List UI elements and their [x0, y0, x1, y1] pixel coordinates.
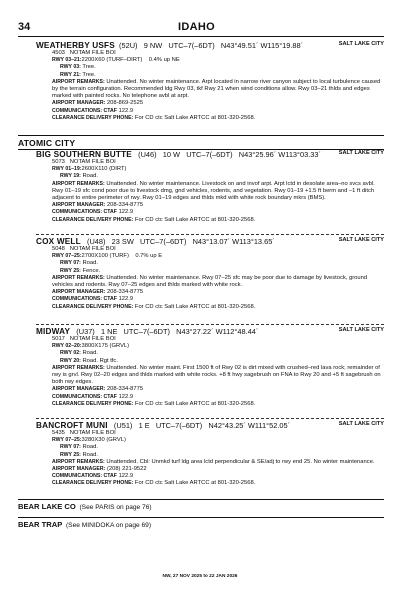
airport-name: MIDWAY: [36, 327, 71, 336]
communications-line: [36, 473, 384, 480]
runway-end-label: RWY 20:: [60, 357, 81, 364]
city-heading: ATOMIC CITY: [18, 138, 76, 148]
remarks-label: AIRPORT REMARKS:: [52, 78, 105, 85]
entry-divider: [36, 234, 384, 235]
ctaf-frequency: 122.9: [118, 209, 134, 216]
clearance-text: For CD ctc Salt Lake ARTCC at 801-320-2568.: [134, 400, 256, 407]
airport-coordinates: N43°27.22´ W112°48.44´: [176, 327, 259, 336]
entry-title: [36, 237, 384, 246]
runway-end-line: [36, 358, 384, 365]
runway-end-line: [36, 260, 384, 267]
runway-dims: 2200X60 (TURF–DIRT): [81, 57, 143, 64]
section-rule: [18, 517, 384, 518]
airport-utc: UTC–7(–6DT): [168, 41, 215, 50]
runway-end-label: RWY 25:: [60, 267, 81, 274]
runway-end-obstacle: Road. Rgt tfc.: [82, 357, 118, 364]
runway-end-obstacle: Road.: [82, 350, 98, 357]
runway-end-obstacle: Road.: [82, 444, 98, 451]
manager-line: [36, 386, 384, 393]
runway-end-line: [36, 452, 384, 459]
runway-end-label: RWY 07:: [60, 444, 81, 451]
airport-distance: 10 W: [162, 150, 181, 159]
clearance-label: CLEARANCE DELIVERY PHONE:: [52, 114, 134, 121]
airport-entry-cox-well: [36, 237, 384, 311]
notam-file: NOTAM FILE BOI: [69, 159, 116, 165]
sectional-chart: SALT LAKE CITY: [338, 41, 384, 47]
elevation: 5048: [52, 246, 65, 252]
airport-remarks: [36, 365, 384, 387]
remarks-text: Unattended. No winter maintenance. Livestock on and invof arpt. Arpt lctd in desolate area–no svcs avbl. Rwy 01–19 sfc cond poor due to livestock dmg, gnd vehicles, rodents, and vegetation. Rwy 01–19 +1.5 ft berm and –1 ft ditch adjacent to entire perimeter of rwy. Rwy 01–19 edges and thlds mkd with white rock boundary mkrs (BMS).: [52, 180, 375, 202]
airport-coordinates: N43°13.07´ W113°13.65´: [192, 237, 275, 246]
clearance-label: CLEARANCE DELIVERY PHONE:: [52, 216, 134, 223]
manager-phone: 208-869-2525: [106, 100, 144, 107]
manager-line: [36, 100, 384, 107]
remarks-label: AIRPORT REMARKS:: [52, 364, 105, 371]
runway-label: RWY 02–20:: [52, 343, 82, 350]
communications-label: COMMUNICATIONS: CTAF: [52, 209, 117, 216]
clearance-line: [36, 115, 384, 122]
clearance-line: [36, 217, 384, 224]
manager-phone: (208) 221-9522: [106, 466, 147, 473]
communications-line: [36, 108, 384, 115]
page-footer: NW, 27 NOV 2025 to 22 JAN 2026: [162, 574, 238, 579]
airport-remarks: [36, 459, 384, 466]
airport-name: BIG SOUTHERN BUTTE: [36, 150, 132, 159]
clearance-label: CLEARANCE DELIVERY PHONE:: [52, 400, 134, 407]
runway-end-line: [36, 72, 384, 79]
airport-name: WEATHERBY USFS: [36, 41, 115, 50]
elevation-line: [36, 159, 384, 166]
communications-label: COMMUNICATIONS: CTAF: [52, 296, 117, 303]
remarks-label: AIRPORT REMARKS:: [52, 180, 105, 187]
runway-end-line: [36, 268, 384, 275]
airport-distance: 9 NW: [143, 41, 163, 50]
manager-label: AIRPORT MANAGER:: [52, 466, 106, 473]
airport-coordinates: N43°25.96´ W113°03.33´: [238, 150, 321, 159]
sectional-chart: SALT LAKE CITY: [338, 327, 384, 333]
runway-dims: 3800X175 (GRVL): [81, 343, 130, 350]
airport-distance: 1 NE: [100, 327, 118, 336]
entry-title: [36, 150, 384, 159]
runway-end-label: RWY 25:: [60, 451, 81, 458]
clearance-line: [36, 304, 384, 311]
remarks-text: Unattended. Cbl: Unmkd turf ldg area lctd perpendicular & SE/adj to rwy end 25. No winter maintenance.: [106, 458, 375, 465]
sectional-chart: SALT LAKE CITY: [338, 237, 384, 243]
manager-label: AIRPORT MANAGER:: [52, 100, 106, 107]
elevation-line: [36, 246, 384, 253]
runway-line: [36, 166, 384, 173]
elevation: 5435: [52, 430, 65, 436]
runway-end-line: [36, 350, 384, 357]
state-name: IDAHO: [178, 21, 215, 33]
runway-label: RWY 01–19:: [52, 166, 82, 173]
airport-distance: 1 E: [138, 421, 150, 430]
entry-title: [36, 327, 384, 336]
ctaf-frequency: 122.9: [118, 296, 134, 303]
page-number: 34: [18, 21, 31, 33]
page-header: [18, 21, 384, 35]
runway-end-label: RWY 02:: [60, 350, 81, 357]
xref-name: BEAR LAKE CO: [18, 502, 76, 511]
airport-entry-weatherby: [36, 41, 384, 122]
runway-end-obstacle: Road.: [82, 173, 98, 180]
remarks-text: Unattended. No winter maint. First 1500 ft of Rwy 02 is dirt mixed with crushed–red lava rock; remainder of rwy is grvl. Rwy 02–20 edges and thlds marked with white rocks. +8 ft hwy sagebrush on FNA to Rwy 20 and +5 ft sagebrush on both rwy edges.: [52, 364, 381, 386]
airport-remarks: [36, 79, 384, 101]
entry-divider: [36, 418, 384, 419]
communications-label: COMMUNICATIONS: CTAF: [52, 473, 117, 480]
remarks-text: Unattended. No winter maintenance. Rwy 07–25 sfc may be poor due to damage by livestock, ground vehicles and rodents. Rwy 07–25 edges and thlds marked with white rock.: [52, 274, 368, 289]
elevation-line: [36, 336, 384, 343]
section-rule: [18, 135, 384, 136]
runway-end-label: RWY 07:: [60, 260, 81, 267]
runway-end-obstacle: Road.: [82, 451, 98, 458]
airport-id: (52U): [119, 41, 138, 50]
clearance-text: For CD ctc Salt Lake ARTCC at 801-320-2568.: [134, 114, 256, 121]
runway-gradient: 0.7% up E: [135, 253, 163, 260]
airport-name: COX WELL: [36, 237, 81, 246]
sectional-chart: SALT LAKE CITY: [338, 150, 384, 156]
section-rule: [18, 499, 384, 500]
remarks-label: AIRPORT REMARKS:: [52, 458, 105, 465]
airport-entry-midway: [36, 327, 384, 408]
manager-phone: 208-334-8775: [106, 202, 144, 209]
airport-utc: UTC–7(–6DT): [186, 150, 233, 159]
runway-gradient: 0.4% up NE: [148, 57, 180, 64]
airport-distance: 23 SW: [111, 237, 134, 246]
communications-line: [36, 394, 384, 401]
xref-text: (See PARIS on page 76): [79, 504, 152, 511]
manager-label: AIRPORT MANAGER:: [52, 202, 106, 209]
entry-divider: [36, 324, 384, 325]
clearance-label: CLEARANCE DELIVERY PHONE:: [52, 480, 134, 487]
runway-label: RWY 07–25:: [52, 437, 82, 444]
runway-end-label: RWY 19:: [60, 173, 81, 180]
runway-end-obstacle: Tree.: [82, 71, 96, 78]
ctaf-frequency: 122.9: [118, 393, 134, 400]
runway-end-obstacle: Fence.: [82, 267, 101, 274]
airport-entry-bancroft-muni: [36, 421, 384, 488]
communications-line: [36, 209, 384, 216]
xref-text: (See MINIDOKA on page 69): [65, 522, 152, 529]
clearance-text: For CD ctc Salt Lake ARTCC at 801-320-2568.: [134, 303, 256, 310]
notam-file: NOTAM FILE BOI: [69, 246, 116, 252]
manager-label: AIRPORT MANAGER:: [52, 289, 106, 296]
manager-label: AIRPORT MANAGER:: [52, 386, 106, 393]
xref-name: BEAR TRAP: [18, 520, 63, 529]
airport-entry-big-southern-butte: [36, 150, 384, 224]
elevation-line: [36, 430, 384, 437]
runway-end-obstacle: Road.: [82, 260, 98, 267]
manager-line: [36, 466, 384, 473]
airport-coordinates: N42°43.25´ W111°52.05´: [208, 421, 291, 430]
runway-line: [36, 343, 384, 350]
runway-dims: 3280X30 (GRVL): [81, 437, 126, 444]
runway-line: [36, 437, 384, 444]
runway-end-line: [36, 173, 384, 180]
runway-label: RWY 03–21:: [52, 57, 82, 64]
runway-end-label: RWY 03:: [60, 64, 81, 71]
runway-dims: 2700X100 (TURF): [81, 253, 129, 260]
ctaf-frequency: 122.9: [118, 107, 134, 114]
remarks-label: AIRPORT REMARKS:: [52, 274, 105, 281]
airport-name: BANCROFT MUNI: [36, 421, 108, 430]
runway-line: [36, 253, 384, 260]
communications-label: COMMUNICATIONS: CTAF: [52, 393, 117, 400]
runway-line: [36, 57, 384, 64]
elevation-line: [36, 50, 384, 57]
runway-end-line: [36, 444, 384, 451]
airport-id: (U46): [138, 150, 157, 159]
notam-file: NOTAM FILE BOI: [69, 50, 116, 56]
manager-phone: 208-334-8775: [106, 289, 144, 296]
runway-end-obstacle: Tree.: [82, 64, 96, 71]
runway-end-line: [36, 64, 384, 71]
cross-reference-bear-lake-co: [18, 503, 152, 512]
header-rule: [18, 36, 384, 37]
airport-remarks: [36, 181, 384, 203]
elevation: 5073: [52, 159, 65, 165]
airport-id: (U37): [76, 327, 95, 336]
entry-title: [36, 41, 384, 50]
manager-line: [36, 202, 384, 209]
clearance-text: For CD ctc Salt Lake ARTCC at 801-320-2568.: [134, 216, 256, 223]
airport-utc: UTC–7(–6DT): [155, 421, 203, 430]
elevation: 5017: [52, 336, 65, 342]
entry-title: [36, 421, 384, 430]
airport-id: (U51): [113, 421, 133, 430]
airport-utc: UTC–7(–6DT): [123, 327, 170, 336]
airport-utc: UTC–7(–6DT): [140, 237, 187, 246]
elevation: 4503: [52, 50, 65, 56]
sectional-chart: SALT LAKE CITY: [338, 421, 384, 427]
notam-file: NOTAM FILE BOI: [69, 430, 116, 436]
airport-coordinates: N43°49.51´ W115°19.88´: [220, 41, 304, 50]
ctaf-frequency: 122.9: [118, 473, 134, 480]
runway-label: RWY 07–25:: [52, 253, 82, 260]
communications-label: COMMUNICATIONS: CTAF: [52, 107, 117, 114]
notam-file: NOTAM FILE BOI: [69, 336, 116, 342]
airport-id: (U48): [86, 237, 106, 246]
cross-reference-bear-trap: [18, 521, 151, 530]
clearance-line: [36, 480, 384, 487]
remarks-text: Unattended. No winter maintenance. Arpt located in narrow river canyon subject to local turbulence caused by the terrain configuration. Recommended ldg Rwy 03, tkf Rwy 21 when wind conditions allow. Rwy 03–21 thlds and edges marked with painted rocks. No telephone avbl at arpt.: [52, 78, 381, 100]
clearance-text: For CD ctc Salt Lake ARTCC at 801-320-2568.: [134, 480, 256, 487]
manager-phone: 208-334-8775: [106, 386, 144, 393]
clearance-line: [36, 401, 384, 408]
clearance-label: CLEARANCE DELIVERY PHONE:: [52, 303, 134, 310]
runway-end-label: RWY 21:: [60, 71, 81, 78]
runway-dims: 2600X110 (DIRT): [81, 166, 127, 173]
airport-remarks: [36, 275, 384, 289]
communications-line: [36, 296, 384, 303]
manager-line: [36, 289, 384, 296]
